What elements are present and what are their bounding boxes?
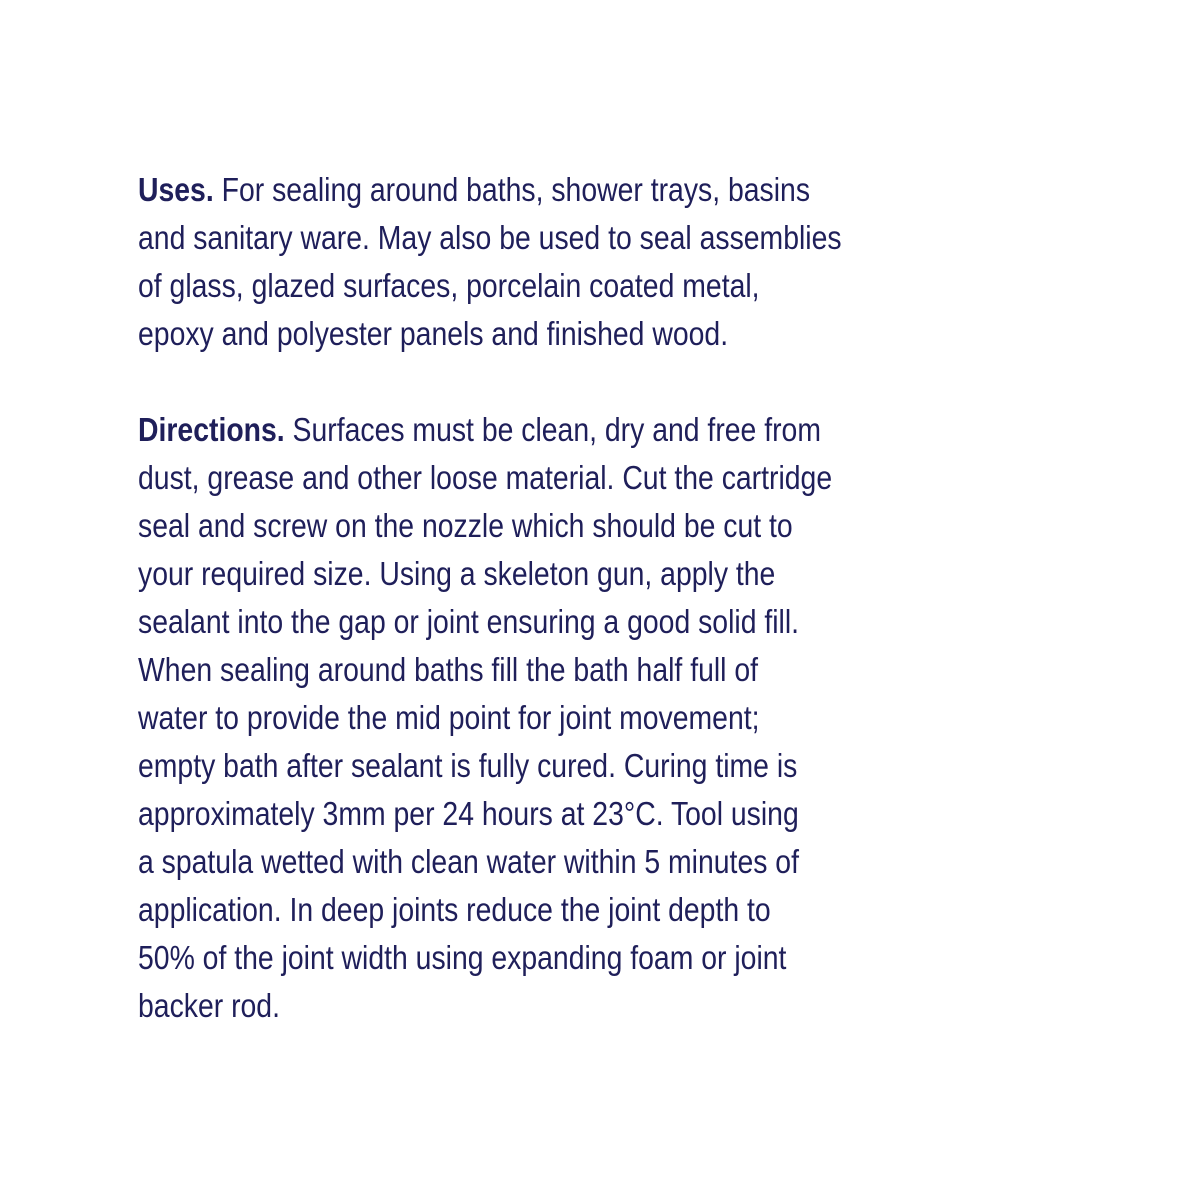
directions-line-6: When sealing around baths fill the bath half full of	[138, 651, 759, 688]
directions-section	[138, 406, 912, 1030]
directions-line-9: approximately 3mm per 24 hours at 23°C. Tool using	[138, 795, 799, 832]
directions-line-4: your required size. Using a skeleton gun, apply the	[138, 555, 776, 592]
directions-line-1	[138, 406, 912, 454]
uses-heading: Uses.	[138, 171, 214, 208]
directions-line-3: seal and screw on the nozzle which should be cut to	[138, 507, 793, 544]
uses-line-1	[138, 166, 912, 214]
uses-line-3: of glass, glazed surfaces, porcelain coated metal,	[138, 267, 760, 304]
directions-line-8: empty bath after sealant is fully cured. Curing time is	[138, 747, 798, 784]
directions-text: Surfaces must be clean, dry and free from	[284, 411, 821, 448]
directions-line-12: 50% of the joint width using expanding foam or joint	[138, 939, 787, 976]
product-instructions	[138, 166, 912, 1030]
uses-text: For sealing around baths, shower trays, basins	[213, 171, 811, 208]
directions-line-2: dust, grease and other loose material. Cut the cartridge	[138, 459, 833, 496]
directions-line-11: application. In deep joints reduce the joint depth to	[138, 891, 771, 928]
uses-line-4: epoxy and polyester panels and finished wood.	[138, 315, 729, 352]
uses-line-2: and sanitary ware. May also be used to seal assemblies	[138, 219, 842, 256]
uses-section	[138, 166, 912, 358]
directions-line-10: a spatula wetted with clean water within 5 minutes of	[138, 843, 799, 880]
directions-line-13: backer rod.	[138, 987, 280, 1024]
directions-line-5: sealant into the gap or joint ensuring a good solid fill.	[138, 603, 800, 640]
directions-heading: Directions.	[138, 411, 285, 448]
directions-line-7: water to provide the mid point for joint movement;	[138, 699, 760, 736]
